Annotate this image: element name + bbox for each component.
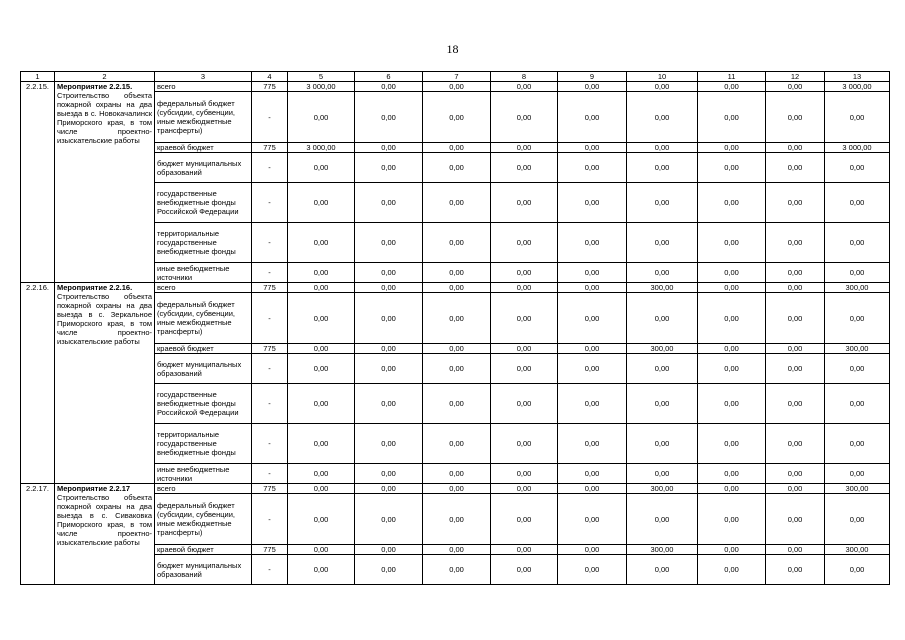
value-cell: 0,00 (558, 494, 627, 545)
value-cell: 0,00 (423, 344, 491, 354)
value-cell: 0,00 (698, 143, 766, 153)
value-cell: 0,00 (627, 263, 698, 283)
code-cell: - (252, 153, 288, 183)
value-cell: 0,00 (558, 283, 627, 293)
value-cell: 0,00 (627, 92, 698, 143)
value-cell: 0,00 (423, 153, 491, 183)
item-title: Мероприятие 2.2.15. (57, 82, 133, 91)
value-cell: 0,00 (698, 92, 766, 143)
value-cell: 0,00 (288, 555, 355, 585)
value-cell: 0,00 (627, 183, 698, 223)
code-cell: 775 (252, 484, 288, 494)
value-cell: 0,00 (766, 555, 825, 585)
value-cell: 0,00 (698, 293, 766, 344)
funding-source: всего (155, 283, 252, 293)
value-cell: 0,00 (627, 293, 698, 344)
code-cell: 775 (252, 545, 288, 555)
value-cell: 0,00 (355, 344, 423, 354)
value-cell: 0,00 (558, 143, 627, 153)
funding-source: всего (155, 82, 252, 92)
value-cell: 0,00 (355, 263, 423, 283)
value-cell: 0,00 (698, 484, 766, 494)
value-cell: 0,00 (766, 283, 825, 293)
value-cell: 0,00 (423, 143, 491, 153)
value-cell: 0,00 (558, 464, 627, 484)
header-cell-3: 3 (155, 72, 252, 82)
header-row (21, 72, 890, 82)
value-cell: 0,00 (355, 545, 423, 555)
header-cell-2: 2 (55, 72, 155, 82)
item-text: Строительство объекта пожарной охраны на два выезда в с. Новокачалинск Приморского края, в том числе проектно-изыскательские работы (57, 91, 152, 145)
header-cell-8: 8 (491, 72, 558, 82)
value-cell: 0,00 (698, 545, 766, 555)
value-cell: 0,00 (766, 82, 825, 92)
value-cell: 0,00 (825, 354, 890, 384)
value-cell: 0,00 (627, 464, 698, 484)
value-cell: 0,00 (491, 143, 558, 153)
value-cell: 0,00 (355, 464, 423, 484)
value-cell: 0,00 (698, 344, 766, 354)
item-number: 2.2.16. (21, 283, 55, 484)
item-description (55, 283, 155, 484)
value-cell: 0,00 (627, 424, 698, 464)
table-row (21, 82, 890, 92)
value-cell: 0,00 (766, 484, 825, 494)
value-cell: 300,00 (825, 283, 890, 293)
value-cell: 0,00 (288, 344, 355, 354)
value-cell: 3 000,00 (288, 82, 355, 92)
value-cell: 0,00 (558, 484, 627, 494)
code-cell: - (252, 293, 288, 344)
value-cell: 300,00 (627, 344, 698, 354)
funding-source: территориальные государственные внебюджетные фонды (155, 424, 252, 464)
value-cell: 0,00 (355, 293, 423, 344)
funding-source: краевой бюджет (155, 143, 252, 153)
value-cell: 0,00 (355, 354, 423, 384)
value-cell: 0,00 (491, 354, 558, 384)
item-text: Строительство объекта пожарной охраны на два выезда в с. Зеркальное Приморского края, в том числе проектно-изыскательские работы (57, 292, 152, 346)
value-cell: 0,00 (288, 384, 355, 424)
value-cell: 0,00 (491, 92, 558, 143)
value-cell: 3 000,00 (825, 143, 890, 153)
value-cell: 0,00 (288, 223, 355, 263)
code-cell: 775 (252, 82, 288, 92)
value-cell: 0,00 (698, 283, 766, 293)
funding-source: территориальные государственные внебюджетные фонды (155, 223, 252, 263)
funding-source: федеральный бюджет (субсидии, субвенции, иные межбюджетные трансферты) (155, 92, 252, 143)
value-cell: 0,00 (491, 223, 558, 263)
item-description (55, 484, 155, 585)
header-cell-5: 5 (288, 72, 355, 82)
value-cell: 0,00 (423, 424, 491, 464)
table-row (21, 484, 890, 494)
value-cell: 0,00 (288, 92, 355, 143)
value-cell: 300,00 (627, 484, 698, 494)
funding-source: иные внебюджетные источники (155, 263, 252, 283)
value-cell: 0,00 (558, 555, 627, 585)
value-cell: 0,00 (491, 384, 558, 424)
value-cell: 0,00 (423, 354, 491, 384)
value-cell: 0,00 (491, 424, 558, 464)
code-cell: - (252, 223, 288, 263)
value-cell: 300,00 (825, 545, 890, 555)
value-cell: 0,00 (698, 223, 766, 263)
funding-source: федеральный бюджет (субсидии, субвенции, иные межбюджетные трансферты) (155, 494, 252, 545)
value-cell: 0,00 (558, 263, 627, 283)
code-cell: - (252, 384, 288, 424)
value-cell: 0,00 (288, 153, 355, 183)
code-cell: - (252, 92, 288, 143)
value-cell: 0,00 (423, 183, 491, 223)
item-description (55, 82, 155, 283)
value-cell: 0,00 (355, 223, 423, 263)
funding-source: бюджет муниципальных образований (155, 354, 252, 384)
value-cell: 0,00 (766, 384, 825, 424)
header-cell-6: 6 (355, 72, 423, 82)
value-cell: 0,00 (288, 283, 355, 293)
value-cell: 0,00 (825, 384, 890, 424)
value-cell: 0,00 (558, 384, 627, 424)
funding-source: всего (155, 484, 252, 494)
code-cell: - (252, 354, 288, 384)
header-cell-7: 7 (423, 72, 491, 82)
value-cell: 0,00 (288, 263, 355, 283)
value-cell: 0,00 (491, 82, 558, 92)
funding-source: бюджет муниципальных образований (155, 555, 252, 585)
funding-source: государственные внебюджетные фонды Российской Федерации (155, 183, 252, 223)
funding-source: краевой бюджет (155, 545, 252, 555)
code-cell: 775 (252, 143, 288, 153)
value-cell: 0,00 (558, 424, 627, 464)
value-cell: 0,00 (491, 484, 558, 494)
value-cell: 0,00 (558, 223, 627, 263)
value-cell: 0,00 (698, 494, 766, 545)
item-number: 2.2.15. (21, 82, 55, 283)
value-cell: 0,00 (766, 153, 825, 183)
value-cell: 0,00 (698, 354, 766, 384)
value-cell: 0,00 (491, 283, 558, 293)
value-cell: 0,00 (825, 223, 890, 263)
value-cell: 0,00 (491, 555, 558, 585)
item-text: Строительство объекта пожарной охраны на два выезда в с. Сиваковка Приморского края, в том числе проектно-изыскательские работы (57, 493, 152, 547)
value-cell: 300,00 (825, 484, 890, 494)
value-cell: 0,00 (766, 143, 825, 153)
value-cell: 0,00 (288, 484, 355, 494)
value-cell: 0,00 (558, 344, 627, 354)
value-cell: 0,00 (355, 494, 423, 545)
value-cell: 0,00 (355, 183, 423, 223)
value-cell: 0,00 (423, 494, 491, 545)
value-cell: 0,00 (288, 354, 355, 384)
value-cell: 0,00 (766, 92, 825, 143)
value-cell: 0,00 (558, 545, 627, 555)
value-cell: 0,00 (355, 424, 423, 464)
value-cell: 0,00 (825, 555, 890, 585)
value-cell: 0,00 (766, 545, 825, 555)
value-cell: 0,00 (355, 143, 423, 153)
value-cell: 0,00 (558, 153, 627, 183)
funding-source: федеральный бюджет (субсидии, субвенции, иные межбюджетные трансферты) (155, 293, 252, 344)
value-cell: 0,00 (766, 464, 825, 484)
value-cell: 0,00 (825, 92, 890, 143)
value-cell: 0,00 (766, 354, 825, 384)
value-cell: 0,00 (627, 223, 698, 263)
value-cell: 0,00 (698, 424, 766, 464)
value-cell: 300,00 (825, 344, 890, 354)
item-title: Мероприятие 2.2.17 (57, 484, 131, 493)
value-cell: 0,00 (423, 92, 491, 143)
value-cell: 0,00 (766, 424, 825, 464)
value-cell: 0,00 (423, 384, 491, 424)
value-cell: 0,00 (491, 293, 558, 344)
value-cell: 0,00 (698, 384, 766, 424)
value-cell: 0,00 (698, 464, 766, 484)
header-cell-10: 10 (627, 72, 698, 82)
header-cell-12: 12 (766, 72, 825, 82)
value-cell: 300,00 (627, 283, 698, 293)
value-cell: 0,00 (355, 92, 423, 143)
code-cell: - (252, 263, 288, 283)
value-cell: 0,00 (698, 183, 766, 223)
code-cell: - (252, 424, 288, 464)
value-cell: 0,00 (766, 494, 825, 545)
value-cell: 0,00 (423, 82, 491, 92)
value-cell: 0,00 (698, 153, 766, 183)
value-cell: 0,00 (423, 283, 491, 293)
value-cell: 0,00 (355, 283, 423, 293)
value-cell: 0,00 (558, 293, 627, 344)
value-cell: 0,00 (558, 92, 627, 143)
funding-source: краевой бюджет (155, 344, 252, 354)
value-cell: 0,00 (423, 223, 491, 263)
code-cell: - (252, 494, 288, 545)
value-cell: 0,00 (423, 293, 491, 344)
header-cell-9: 9 (558, 72, 627, 82)
value-cell: 0,00 (423, 464, 491, 484)
funding-source: государственные внебюджетные фонды Российской Федерации (155, 384, 252, 424)
code-cell: 775 (252, 344, 288, 354)
value-cell: 0,00 (698, 555, 766, 585)
value-cell: 0,00 (355, 484, 423, 494)
value-cell: 0,00 (825, 263, 890, 283)
value-cell: 0,00 (288, 424, 355, 464)
header-cell-13: 13 (825, 72, 890, 82)
value-cell: 0,00 (825, 464, 890, 484)
value-cell: 0,00 (627, 143, 698, 153)
code-cell: - (252, 555, 288, 585)
value-cell: 0,00 (491, 344, 558, 354)
value-cell: 0,00 (288, 183, 355, 223)
value-cell: 0,00 (766, 293, 825, 344)
value-cell: 0,00 (423, 263, 491, 283)
code-cell: 775 (252, 283, 288, 293)
value-cell: 0,00 (627, 384, 698, 424)
code-cell: - (252, 183, 288, 223)
value-cell: 0,00 (355, 555, 423, 585)
value-cell: 0,00 (558, 183, 627, 223)
value-cell: 3 000,00 (288, 143, 355, 153)
value-cell: 0,00 (825, 153, 890, 183)
value-cell: 0,00 (825, 424, 890, 464)
value-cell: 0,00 (355, 82, 423, 92)
value-cell: 0,00 (491, 545, 558, 555)
value-cell: 0,00 (491, 494, 558, 545)
header-cell-4: 4 (252, 72, 288, 82)
value-cell: 0,00 (491, 464, 558, 484)
value-cell: 0,00 (491, 263, 558, 283)
value-cell: 0,00 (698, 263, 766, 283)
table-row (21, 283, 890, 293)
value-cell: 0,00 (355, 153, 423, 183)
value-cell: 0,00 (627, 494, 698, 545)
value-cell: 0,00 (766, 344, 825, 354)
value-cell: 300,00 (627, 545, 698, 555)
value-cell: 0,00 (766, 223, 825, 263)
value-cell: 0,00 (288, 293, 355, 344)
value-cell: 0,00 (627, 82, 698, 92)
value-cell: 0,00 (355, 384, 423, 424)
item-number: 2.2.17. (21, 484, 55, 585)
value-cell: 0,00 (627, 153, 698, 183)
item-title: Мероприятие 2.2.16. (57, 283, 133, 292)
header-cell-11: 11 (698, 72, 766, 82)
value-cell: 0,00 (288, 464, 355, 484)
value-cell: 0,00 (558, 354, 627, 384)
value-cell: 0,00 (288, 494, 355, 545)
funding-source: бюджет муниципальных образований (155, 153, 252, 183)
code-cell: - (252, 464, 288, 484)
value-cell: 0,00 (558, 82, 627, 92)
value-cell: 0,00 (627, 555, 698, 585)
value-cell: 0,00 (288, 545, 355, 555)
value-cell: 0,00 (627, 354, 698, 384)
value-cell: 0,00 (825, 494, 890, 545)
value-cell: 0,00 (766, 183, 825, 223)
value-cell: 0,00 (423, 555, 491, 585)
page-number: 18 (446, 42, 459, 56)
header-cell-1: 1 (21, 72, 55, 82)
funding-source: иные внебюджетные источники (155, 464, 252, 484)
value-cell: 0,00 (491, 153, 558, 183)
value-cell: 0,00 (698, 82, 766, 92)
value-cell: 0,00 (423, 484, 491, 494)
value-cell: 0,00 (825, 183, 890, 223)
value-cell: 0,00 (423, 545, 491, 555)
value-cell: 0,00 (766, 263, 825, 283)
value-cell: 3 000,00 (825, 82, 890, 92)
value-cell: 0,00 (491, 183, 558, 223)
budget-table (20, 71, 890, 585)
value-cell: 0,00 (825, 293, 890, 344)
